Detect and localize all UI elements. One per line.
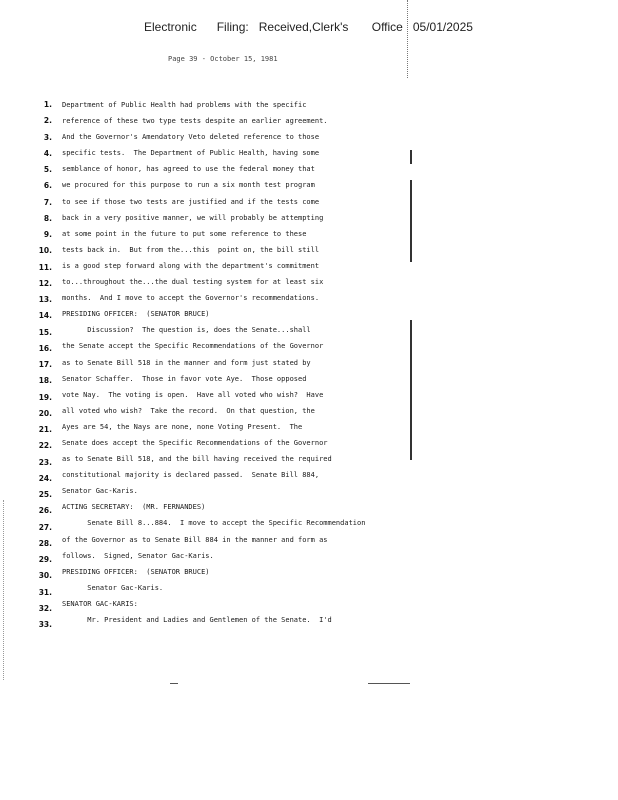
transcript-line: semblance of honor, has agreed to use the federal money that — [62, 165, 315, 174]
transcript-line: of the Governor as to Senate Bill 884 in the manner and form as — [62, 535, 328, 544]
line-number: 31. — [38, 587, 52, 597]
filing-stamp-filing: Filing: — [216, 20, 249, 34]
transcript-line: as to Senate Bill 518, and the bill having received the required — [62, 455, 332, 464]
line-number: 12. — [38, 278, 52, 288]
line-number: 14. — [38, 311, 52, 321]
filing-stamp — [144, 20, 473, 34]
transcript-line: Senator Gac-Karis. — [62, 487, 138, 496]
line-number: 16. — [38, 343, 52, 353]
line-number: 24. — [38, 473, 52, 483]
line-number: 27. — [38, 522, 52, 532]
transcript-line: as to Senate Bill 518 in the manner and form just stated by — [62, 358, 311, 367]
transcript-line: Ayes are 54, the Nays are none, none Voting Present. The — [62, 422, 303, 431]
margin-change-bar — [410, 180, 412, 262]
line-number: 26. — [38, 506, 52, 516]
line-number: 9. — [43, 230, 52, 239]
page-date-header: Page 39 - October 15, 1981 — [168, 55, 278, 63]
transcript-line: reference of these two type tests despite an earlier agreement. — [62, 117, 328, 126]
filing-stamp-date: 05/01/2025 — [412, 20, 473, 34]
line-number: 11. — [38, 262, 52, 272]
page-edge-rule — [407, 0, 409, 78]
line-number: 5. — [43, 165, 52, 174]
transcript-line: all voted who wish? Take the record. On that question, the — [62, 406, 315, 415]
transcript-line: PRESIDING OFFICER: (SENATOR BRUCE) — [62, 310, 210, 319]
filing-stamp-electronic: Electronic — [144, 20, 197, 34]
line-number-column — [30, 97, 52, 633]
line-number: 30. — [38, 571, 52, 581]
line-number: 32. — [38, 603, 52, 613]
line-number: 22. — [38, 441, 52, 451]
transcript-line: is a good step forward along with the department's commitment — [62, 261, 320, 270]
transcript-line: And the Governor's Amendatory Veto deleted reference to those — [62, 133, 320, 142]
scan-mark — [368, 683, 410, 684]
line-number: 8. — [43, 213, 52, 223]
line-number: 29. — [38, 555, 52, 564]
line-number: 1. — [43, 100, 52, 109]
transcript-line: we procured for this purpose to run a six month test program — [62, 181, 315, 190]
line-number: 6. — [43, 181, 52, 191]
line-number: 19. — [38, 392, 52, 402]
transcript-line: ACTING SECRETARY: (MR. FERNANDES) — [62, 503, 206, 512]
transcript-line: follows. Signed, Senator Gac-Karis. — [62, 551, 214, 560]
transcript-line: Senate does accept the Specific Recommendations of the Governor — [62, 438, 328, 447]
line-number: 10. — [38, 246, 52, 256]
line-number: 28. — [38, 538, 52, 548]
line-number: 23. — [38, 457, 52, 467]
line-number: 3. — [43, 132, 52, 142]
line-number: 4. — [43, 148, 52, 158]
margin-change-bar — [410, 320, 412, 460]
transcript-line: Senator Gac-Karis. — [62, 583, 164, 592]
scan-mark — [170, 683, 178, 684]
filing-stamp-office: Office — [371, 20, 403, 34]
transcript-line: months. And I move to accept the Governor's recommendations. — [62, 294, 320, 303]
transcript-line: Senator Schaffer. Those in favor vote Aye. Those opposed — [62, 374, 307, 383]
transcript-line: at some point in the future to put some reference to these — [62, 229, 307, 238]
line-number: 21. — [38, 425, 52, 434]
transcript-line: the Senate accept the Specific Recommendations of the Governor — [62, 342, 324, 351]
transcript-line: PRESIDING OFFICER: (SENATOR BRUCE) — [62, 567, 210, 576]
transcript-line: specific tests. The Department of Public Health, having some — [62, 149, 320, 158]
transcript-line: SENATOR GAC-KARIS: — [62, 599, 138, 608]
line-number: 2. — [43, 116, 52, 126]
transcript-line: Senate Bill 8...884. I move to accept the Specific Recommendation — [62, 519, 366, 528]
line-number: 25. — [38, 490, 52, 499]
transcript-line: Mr. President and Ladies and Gentlemen of the Senate. I'd — [62, 616, 332, 624]
transcript-line: vote Nay. The voting is open. Have all voted who wish? Have — [62, 390, 324, 399]
transcript-line: Discussion? The question is, does the Senate...shall — [62, 326, 311, 335]
line-number: 33. — [38, 620, 52, 629]
line-number: 20. — [38, 408, 52, 418]
line-number: 18. — [38, 376, 52, 386]
line-number: 15. — [38, 327, 52, 337]
transcript-line: constitutional majority is declared passed. Senate Bill 884, — [62, 471, 320, 480]
transcript-line: Department of Public Health had problems with the specific — [62, 101, 307, 109]
transcript-line: to...throughout the...the dual testing system for at least six — [62, 278, 324, 287]
line-number: 13. — [38, 295, 52, 304]
margin-change-bar — [410, 150, 412, 164]
filing-stamp-received: Received,Clerk's — [258, 20, 349, 34]
line-number: 17. — [38, 360, 52, 369]
scan-edge-specks — [3, 500, 5, 680]
transcript-line: tests back in. But from the...this point on, the bill still — [62, 245, 320, 254]
transcript-line: to see if those two tests are justified and if the tests come — [62, 197, 320, 206]
transcript-body — [62, 97, 402, 628]
transcript-line: back in a very positive manner, we will probably be attempting — [62, 213, 324, 222]
line-number: 7. — [43, 197, 52, 207]
